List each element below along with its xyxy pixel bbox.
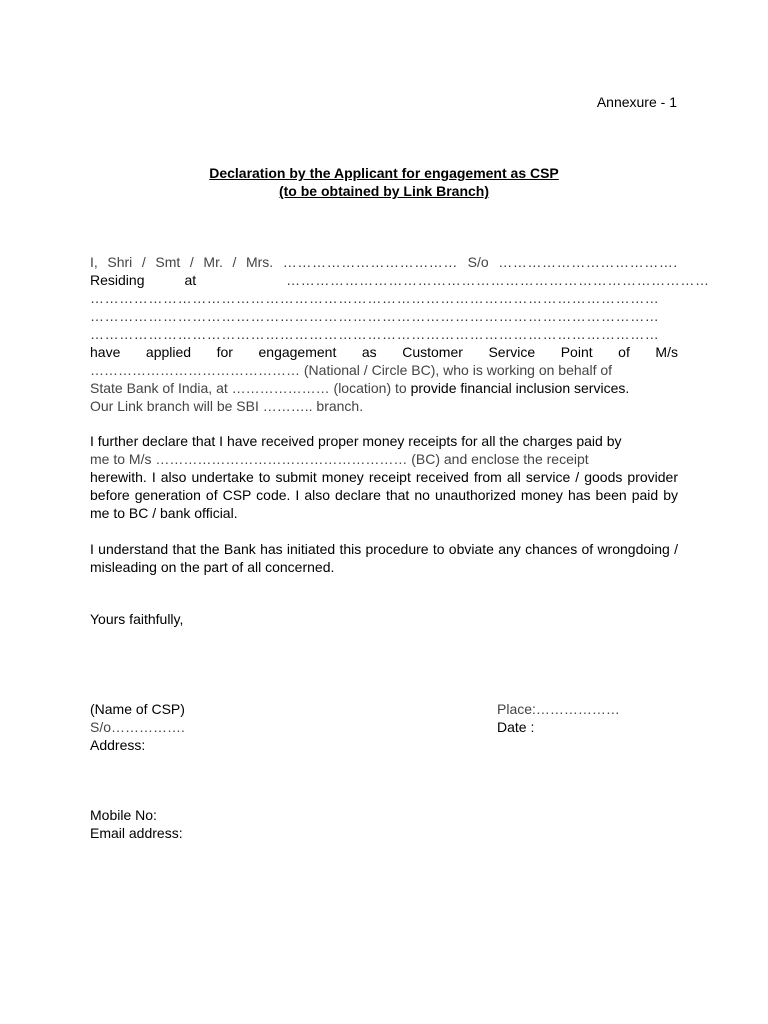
annexure-label: Annexure - 1 — [596, 94, 677, 110]
date-label: Date : — [497, 719, 535, 735]
name-line: I, Shri / Smt / Mr. / Mrs. ……………………………… S/o ………………………………. — [90, 254, 678, 270]
bc-line: ……………………………………… (National / Circle BC), who is working on behalf of — [90, 362, 613, 378]
applied-line: have applied for engagement as Customer Service Point of M/s — [90, 344, 678, 360]
receipt-line-rest: herewith. I also undertake to submit money receipt received from all service / goods provider before generation of CSP code. I also declare that no unauthorized money has been paid by me to BC / bank official. — [90, 469, 678, 521]
title-line-1: Declaration by the Applicant for engagement as CSP — [209, 165, 559, 181]
address-blank-3: ……………………………………………………………………………………………………… — [90, 326, 660, 342]
email-label: Email address: — [90, 825, 183, 841]
signature-block — [90, 700, 420, 754]
father-name-blank: ………………………………. — [498, 254, 678, 270]
mobile-label: Mobile No: — [90, 807, 157, 823]
csp-name-label: (Name of CSP) — [90, 701, 185, 717]
document-title — [90, 164, 678, 200]
residing-line: Residing at …………………………………………………………………………… — [90, 272, 710, 288]
address-blank-2: ……………………………………………………………………………………………………… — [90, 308, 660, 324]
receipt-declaration-paragraph — [90, 432, 678, 522]
contact-block — [90, 806, 420, 842]
applicant-details-paragraph — [90, 253, 710, 415]
title-line-2: (to be obtained by Link Branch) — [278, 183, 489, 199]
closing-salutation: Yours faithfully, — [90, 611, 184, 627]
place-label: Place:……………… — [497, 701, 620, 717]
receipt-line-2: me to M/s ……………………………………………… (BC) and enclose the receipt — [90, 451, 589, 467]
link-branch-line: Our Link branch will be SBI ……….. branch. — [90, 398, 364, 414]
place-date-block — [497, 700, 697, 736]
residence-blank: …………………………………………………………………………… — [286, 272, 710, 288]
address-label: Address: — [90, 737, 146, 753]
name-blank: ……………………………… — [282, 254, 458, 270]
receipt-line-1: I further declare that I have received proper money receipts for all the charges paid by — [90, 433, 622, 449]
so-label: S/o……………. — [90, 719, 185, 735]
location-line: State Bank of India, at ………………… (location) to provide financial inclusion services. — [90, 380, 630, 396]
understanding-paragraph: I understand that the Bank has initiated this procedure to obviate any chances of wrongdoing / misleading on the part of all concerned. — [90, 541, 678, 575]
address-blank-1: ……………………………………………………………………………………………………… — [90, 290, 660, 306]
